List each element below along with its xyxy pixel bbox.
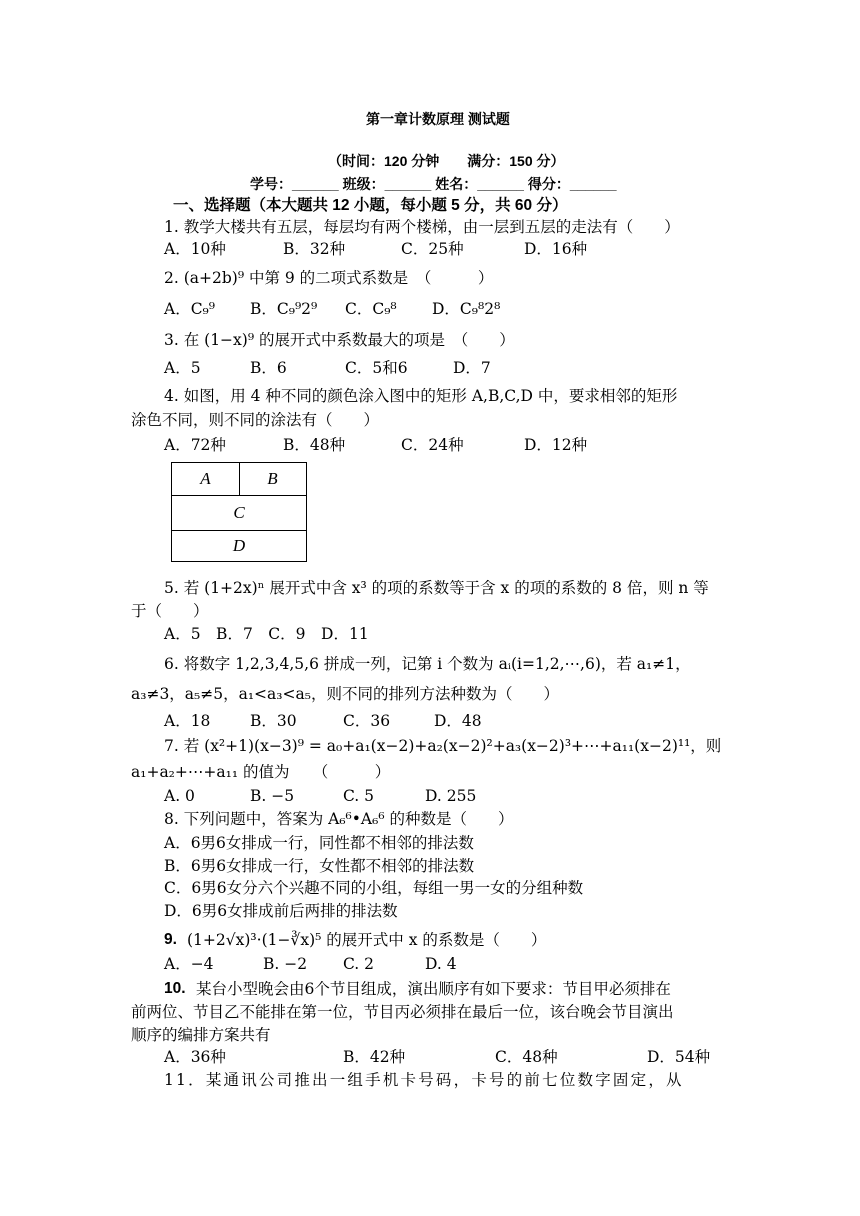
student-info-line: 学号：______ 班级：______ 姓名：______ 得分：______ [250, 176, 617, 192]
q4-option-d: D．12种 [524, 436, 588, 454]
question-10-line2: 前两位、节目乙不能排在第一位，节目丙必须排在最后一位，该台晚会节目演出 [131, 1003, 674, 1021]
question-11-line1: 11．某通讯公司推出一组手机卡号码，卡号的前七位数字固定，从 [164, 1071, 684, 1089]
question-10-number: 10. [164, 980, 186, 997]
question-1-stem: 1. 教学大楼共有五层，每层均有两个楼梯，由一层到五层的走法有（ ） [164, 218, 680, 236]
q9-option-b: B. −2 [263, 955, 308, 973]
question-4-stem-line1: 4. 如图，用 4 种不同的颜色涂入图中的矩形 A,B,C,D 中，要求相邻的矩形 [164, 387, 678, 405]
q3-option-c: C．5和6 [345, 359, 408, 377]
section-heading: 一、选择题（本大题共 12 小题，每小题 5 分，共 60 分） [173, 197, 568, 214]
page-title: 第一章计数原理 测试题 [366, 111, 510, 127]
rectangle-coloring-figure [171, 462, 307, 562]
question-9-stem: (1+2√x)³·(1−∛x)⁵ 的展开式中 x 的系数是（ ） [187, 931, 547, 949]
figure-cell-b: B [267, 469, 278, 488]
q10-option-d: D．54种 [647, 1048, 711, 1066]
q4-option-b: B．48种 [283, 436, 346, 454]
question-7-stem-line1: 7. 若 (x²+1)(x−3)⁹ = a₀+a₁(x−2)+a₂(x−2)²+a₃(x−2)³+⋯+a₁₁(x−2)¹¹，则 [164, 737, 722, 755]
q7-option-c: C. 5 [343, 787, 375, 805]
question-6-stem-line1: 6. 将数字 1,2,3,4,5,6 拼成一列，记第 i 个数为 aᵢ(i=1,2,⋯,6)，若 a₁≠1， [164, 655, 691, 673]
question-10-line1: 某台小型晚会由6个节目组成，演出顺序有如下要求：节目甲必须排在 [196, 980, 671, 998]
q4-option-a: A．72种 [164, 436, 226, 454]
q4-option-c: C．24种 [401, 436, 464, 454]
q6-option-a: A．18 [164, 712, 211, 730]
q8-option-d: D．6男6女排成前后两排的排法数 [164, 902, 398, 920]
q10-option-b: B．42种 [343, 1048, 406, 1066]
q2-option-c: C．C₉⁸ [345, 300, 397, 318]
q1-option-a: A．10种 [164, 240, 226, 258]
question-8-stem: 8. 下列问题中，答案为 A₆⁶•A₆⁶ 的种数是（ ） [164, 810, 514, 828]
q9-option-c: C. 2 [343, 955, 375, 973]
q8-option-c: C．6男6女分六个兴趣不同的小组，每组一男一女的分组种数 [164, 879, 584, 897]
q7-option-a: A. 0 [164, 787, 195, 805]
question-10-line3: 顺序的编排方案共有 [131, 1026, 271, 1044]
q7-option-b: B. −5 [250, 787, 295, 805]
q2-option-a: A．C₉⁹ [164, 300, 215, 318]
q9-option-a: A．−4 [164, 955, 214, 973]
q7-option-d: D. 255 [425, 787, 477, 805]
question-2-stem: 2. (a+2b)⁹ 中第 9 的二项式系数是 （ ） [164, 269, 494, 287]
q6-option-c: C．36 [343, 712, 391, 730]
q6-option-b: B．30 [250, 712, 297, 730]
question-3-stem: 3. 在 (1−x)⁹ 的展开式中系数最大的项是 （ ） [164, 331, 515, 349]
q2-option-b: B．C₉⁹2⁹ [250, 300, 318, 318]
q8-option-b: B．6男6女排成一行，女性都不相邻的排法数 [164, 857, 475, 875]
question-5-stem-line2: 于（ ） [131, 602, 209, 620]
q10-option-c: C．48种 [495, 1048, 558, 1066]
q5-options: A．5 B．7 C．9 D．11 [164, 625, 369, 643]
q3-option-b: B．6 [250, 359, 287, 377]
question-4-stem-line2: 涂色不同，则不同的涂法有（ ） [131, 411, 380, 429]
figure-cell-d: D [232, 535, 246, 555]
q1-option-d: D．16种 [524, 240, 588, 258]
figure-cell-c: C [233, 502, 245, 522]
q1-option-c: C．25种 [401, 240, 464, 258]
question-5-stem-line1: 5. 若 (1+2x)ⁿ 展开式中含 x³ 的项的系数等于含 x 的项的系数的 8 倍，则 n 等 [164, 579, 709, 597]
question-6-stem-line2: a₃≠3，a₅≠5，a₁<a₃<a₅，则不同的排列方法种数为（ ） [131, 685, 559, 703]
q3-option-d: D．7 [453, 359, 491, 377]
q2-option-d: D．C₉⁸2⁸ [432, 300, 501, 318]
q3-option-a: A．5 [164, 359, 201, 377]
q1-option-b: B．32种 [283, 240, 346, 258]
figure-cell-a: A [200, 469, 211, 488]
q9-option-d: D. 4 [425, 955, 457, 973]
q8-option-a: A．6男6女排成一行，同性都不相邻的排法数 [164, 834, 474, 852]
question-7-stem-line2: a₁+a₂+⋯+a₁₁ 的值为 （ ） [131, 763, 391, 781]
q6-option-d: D．48 [434, 712, 482, 730]
time-score-line: （时间：120 分钟 满分：150 分） [328, 153, 565, 169]
q10-option-a: A．36种 [164, 1048, 226, 1066]
question-9-number: 9. [164, 931, 177, 948]
